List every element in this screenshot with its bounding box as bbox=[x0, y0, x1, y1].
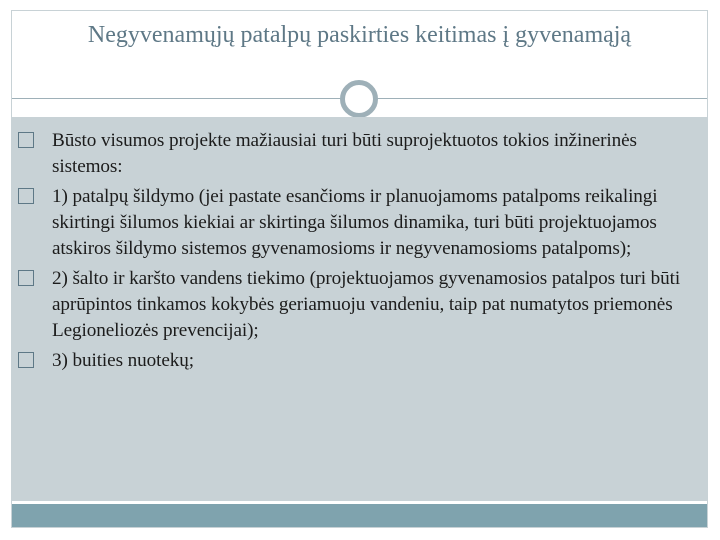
slide-title: Negyvenamųjų patalpų paskirties keitimas į gyvenamąją bbox=[87, 22, 632, 48]
bullet-text: 2) šalto ir karšto vandens tiekimo (projektuojamos gyvenamosios patalpos turi būti aprūpintos tinkamos kokybės geriamuoju vandeniu, taip pat numatytos priemonės Legioneliozės prevencijai); bbox=[52, 268, 681, 341]
bullet-list bbox=[18, 128, 698, 378]
bullet-item bbox=[18, 266, 698, 344]
bullet-text: 1) patalpų šildymo (jei pastate esančioms ir planuojamoms patalpoms reikalingi skirtingi šilumos kiekiai ar skirtinga šilumos dinamika, turi būti projektuojamos atskiros šildymo sistemos gyvenamosioms ir negyvenamosioms patalpoms); bbox=[52, 186, 658, 259]
square-bullet-icon bbox=[18, 352, 34, 368]
footer-bar bbox=[12, 504, 707, 527]
bullet-item bbox=[18, 128, 698, 180]
square-bullet-icon bbox=[18, 270, 34, 286]
bullet-text: Būsto visumos projekte mažiausiai turi būti suprojektuotos tokios inžinerinės sistemos: bbox=[52, 130, 637, 177]
bullet-item bbox=[18, 348, 698, 374]
bullet-text: 3) buities nuotekų; bbox=[52, 350, 194, 371]
square-bullet-icon bbox=[18, 132, 34, 148]
square-bullet-icon bbox=[18, 188, 34, 204]
ring-divider-icon bbox=[340, 80, 378, 118]
bullet-item bbox=[18, 184, 698, 262]
